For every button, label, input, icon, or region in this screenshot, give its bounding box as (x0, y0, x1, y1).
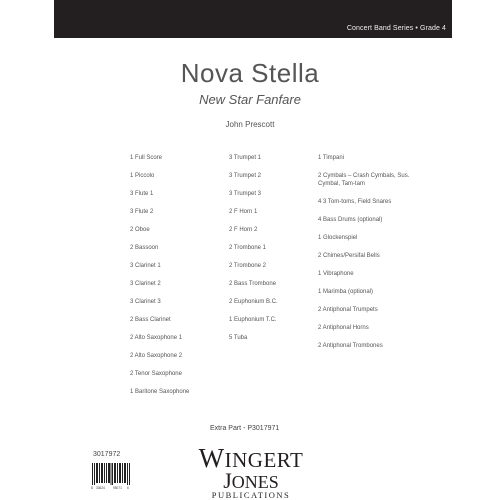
part-list-item: 2 Bass Trombone (229, 281, 277, 287)
part-list-item: 1 Vibraphone (318, 271, 354, 277)
part-list-item: 1 Full Score (130, 155, 163, 161)
instrumentation-column-2 (229, 154, 313, 352)
part-list-item: 2 Euphonium B.C. (229, 299, 278, 305)
page-subtitle: New Star Fanfare (199, 92, 301, 107)
svg-text:WINGERT: WINGERT (198, 443, 304, 473)
part-list-item: 2 Antiphonal Trombones (318, 343, 383, 349)
barcode-icon (90, 461, 132, 491)
part-list-item: 3 Flute 1 (130, 191, 154, 197)
part-list-item: 2 Antiphonal Horns (318, 325, 369, 331)
part-list-item: 1 Baritone Saxophone (130, 389, 190, 395)
part-list-item: 3 Trumpet 2 (229, 173, 262, 179)
part-list-item: 2 Alto Saxophone 1 (130, 335, 183, 341)
part-list-item: 2 Chimes/Persifal Bells (318, 253, 380, 259)
part-list-item: 3 Flute 2 (130, 209, 154, 215)
part-list-item: 3 Trumpet 3 (229, 191, 262, 197)
svg-text:6: 6 (127, 486, 129, 490)
svg-text:33624: 33624 (96, 486, 105, 490)
part-list-item: 3 Trumpet 1 (229, 155, 262, 161)
part-list-item: 4 Bass Drums (optional) (318, 217, 383, 223)
part-list-item: 2 Tenor Saxophone (130, 371, 182, 377)
page-title: Nova Stella (180, 58, 320, 88)
extra-part-label: Extra Part - P3017971 (210, 425, 280, 432)
composer-name: John Prescott (225, 120, 275, 129)
part-list-item: 5 Tuba (229, 335, 248, 341)
part-list-item: 2 Trombone 2 (229, 263, 267, 269)
svg-text:98071: 98071 (113, 486, 122, 490)
part-list-item: 2 Trombone 1 (229, 245, 267, 251)
series-label: Concert Band Series • Grade 4 (346, 25, 446, 32)
svg-text:JONES: JONES (223, 468, 279, 493)
part-list-item: 1 Timpani (318, 155, 345, 161)
part-list-item: 4 3 Tom-toms, Field Snares (318, 199, 392, 205)
part-list-item: 1 Euphonium T.C. (229, 317, 277, 323)
part-list-item: 2 Bass Clarinet (130, 317, 171, 323)
part-list-item: 2 F Horn 2 (229, 227, 258, 233)
part-list-item: 2 Antiphonal Trumpets (318, 307, 378, 313)
part-list-item: 1 Piccolo (130, 173, 155, 179)
svg-text:8: 8 (91, 486, 93, 490)
part-list-item: 2 Alto Saxophone 2 (130, 353, 183, 359)
part-list-item: 2 Oboe (130, 227, 150, 233)
header-bar (54, 0, 452, 38)
part-list-item: 2 Bassoon (130, 245, 159, 251)
part-list-item: 3 Clarinet 2 (130, 281, 161, 287)
instrumentation-column-3 (318, 154, 430, 360)
publisher-logo (178, 441, 324, 500)
part-list-item: 3 Clarinet 1 (130, 263, 161, 269)
catalog-number: 3017972 (93, 451, 121, 458)
part-list-item: 1 Glockenspiel (318, 235, 358, 241)
part-list-item: 1 Marimba (optional) (318, 289, 374, 295)
part-list-item: 2 Cymbals – Crash Cymbals, Sus. Cymbal, Tam-tam (318, 173, 410, 187)
part-list-item: 2 F Horn 1 (229, 209, 258, 215)
part-list-item: 3 Clarinet 3 (130, 299, 161, 305)
instrumentation-column-1 (130, 154, 226, 406)
svg-text:PUBLICATIONS: PUBLICATIONS (211, 490, 291, 500)
